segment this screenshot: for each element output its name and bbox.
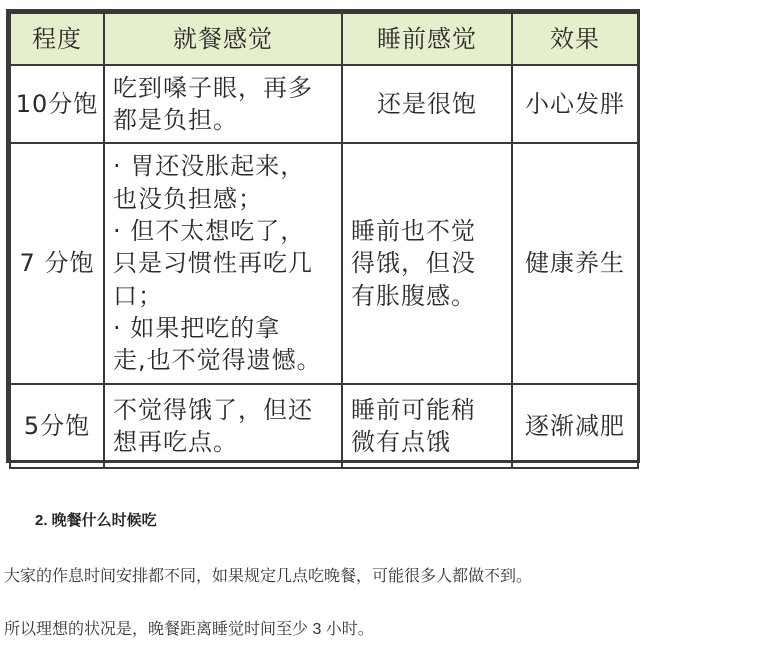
body-paragraph: 所以理想的状况是，晚餐距离睡觉时间至少 3 小时。 <box>4 621 374 638</box>
header-effect: 效果 <box>512 13 638 65</box>
cell-line: 有胀腹感。 <box>351 281 476 310</box>
cell-line: 口； <box>113 281 163 310</box>
cell-line: 只是习惯性再吃几 <box>113 249 313 278</box>
cell-line: 睡前也不觉 <box>351 216 476 245</box>
cell-sleep-feeling <box>342 384 512 468</box>
cell-effect: 逐渐减肥 <box>512 384 638 468</box>
table-row <box>10 65 638 143</box>
fullness-table-image <box>6 9 640 463</box>
cell-line: 走,也不觉得遗憾。 <box>113 346 322 375</box>
cell-line: 都是负担。 <box>113 106 238 134</box>
cell-line: · 但不太想吃了， <box>113 216 306 245</box>
cell-line: 得饿，但没 <box>351 249 476 278</box>
cell-line: 吃到嗓子眼，再多 <box>113 73 313 102</box>
cell-line: 想再吃点。 <box>113 428 238 456</box>
cell-meal-feeling <box>104 143 342 384</box>
cell-line: 不觉得饿了，但还 <box>113 395 313 424</box>
cell-level: 7 分饱 <box>10 143 104 384</box>
table-header-row <box>10 13 638 65</box>
cell-level: 5分饱 <box>10 384 104 468</box>
cell-level: 10分饱 <box>10 65 104 143</box>
section-heading: 2. 晚餐什么时候吃 <box>35 512 157 529</box>
cell-sleep-feeling <box>342 143 512 384</box>
cell-meal-feeling <box>104 384 342 468</box>
cell-effect: 小心发胖 <box>512 65 638 143</box>
cell-meal-feeling <box>104 65 342 143</box>
table-row <box>10 384 638 468</box>
cell-line: 微有点饿 <box>351 428 451 456</box>
cell-line: 也没负担感； <box>113 184 263 213</box>
body-paragraph: 大家的作息时间安排都不同，如果规定几点吃晚餐，可能很多人都做不到。 <box>4 568 533 585</box>
cell-sleep-feeling <box>342 65 512 143</box>
header-sleep-feeling: 睡前感觉 <box>342 13 512 65</box>
cell-line: · 胃还没胀起来， <box>113 152 306 181</box>
cell-line: · 如果把吃的拿 <box>113 314 281 343</box>
fullness-table <box>9 12 639 469</box>
header-meal-feeling: 就餐感觉 <box>104 13 342 65</box>
cell-effect: 健康养生 <box>512 143 638 384</box>
cell-line: 还是很饱 <box>377 89 477 118</box>
table-row <box>10 143 638 384</box>
cell-line: 睡前可能稍 <box>351 395 476 424</box>
header-level: 程度 <box>10 13 104 65</box>
